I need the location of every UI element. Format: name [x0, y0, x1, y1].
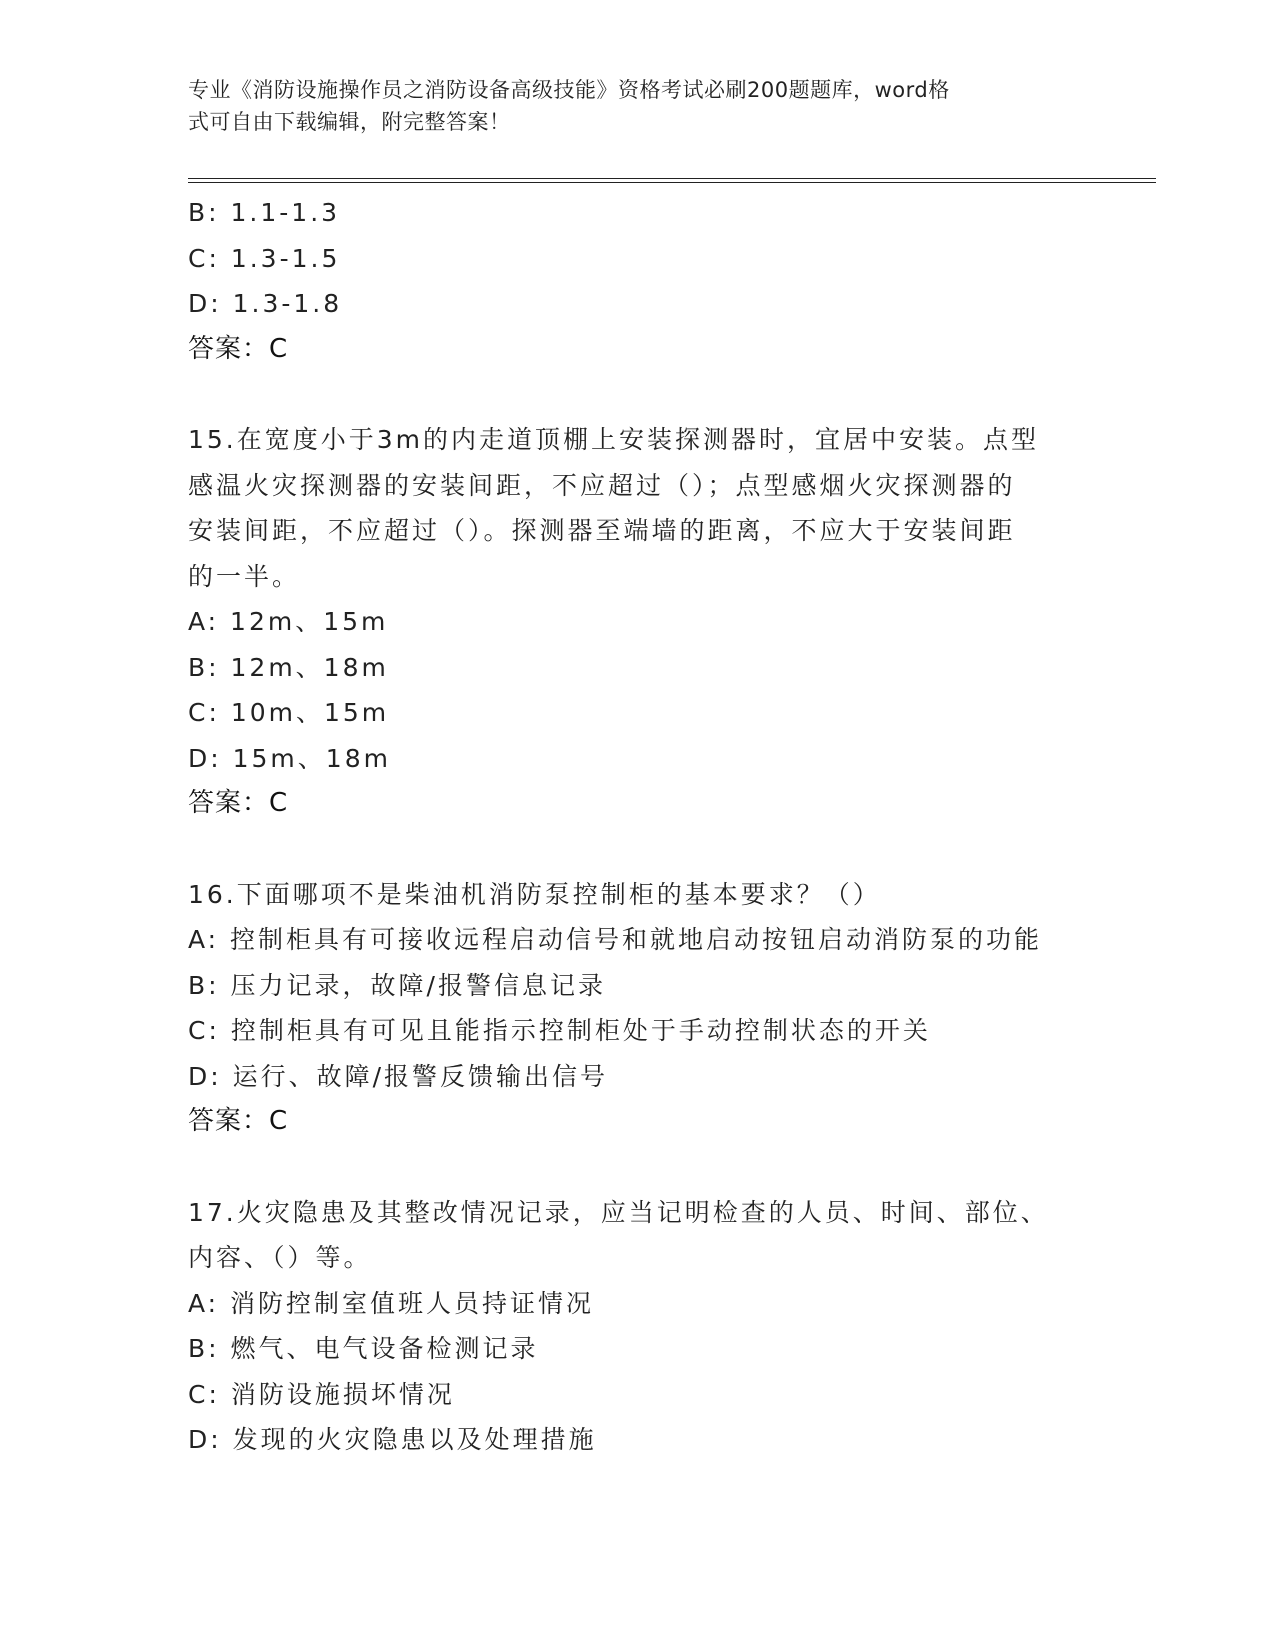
option-c: C: 控制柜具有可见且能指示控制柜处于手动控制状态的开关 [188, 1016, 931, 1045]
option-c: C: 消防设施损坏情况 [188, 1379, 455, 1409]
option-b: B: 燃气、电气设备检测记录 [188, 1334, 539, 1363]
question-stem-line: 17.火灾隐患及其整改情况记录，应当记明检查的人员、时间、部位、 [188, 1197, 1049, 1227]
question-16 [188, 872, 1088, 1145]
question-stem-line: 安装间距，不应超过（）。探测器至端墙的距离，不应大于安装间距 [188, 516, 1016, 545]
question-spacer [188, 827, 1088, 872]
answer-text: 答案：C [188, 333, 289, 364]
answer-text: 答案：C [188, 788, 289, 818]
question-stem: 16.下面哪项不是柴油机消防泵控制柜的基本要求？（） [188, 879, 881, 909]
option-c: C: 10m、15m [188, 698, 390, 727]
question-list [188, 190, 1088, 1463]
option-b: B: 压力记录，故障/报警信息记录 [188, 970, 606, 1000]
document-header [188, 74, 1068, 138]
question-14-tail [188, 190, 1088, 372]
option-a: A: 12m、15m [188, 607, 389, 636]
question-stem-line: 内容、（）等。 [188, 1243, 372, 1272]
option-a: A: 控制柜具有可接收远程启动信号和就地启动按钮启动消防泵的功能 [188, 925, 1043, 954]
option-d: D: 15m、18m [188, 743, 391, 773]
option-d: D: 运行、故障/报警反馈输出信号 [188, 1061, 609, 1091]
option-c: C: 1.3-1.5 [188, 243, 341, 273]
question-15 [188, 417, 1088, 827]
question-spacer [188, 1145, 1088, 1190]
header-double-rule [188, 178, 1156, 183]
header-title-line-1: 专业《消防设施操作员之消防设备高级技能》资格考试必刷200题题库，word格 [188, 78, 950, 102]
answer-text: 答案：C [188, 1106, 289, 1136]
option-d: D: 发现的火灾隐患以及处理措施 [188, 1425, 597, 1454]
header-title-line-2: 式可自由下载编辑，附完整答案！ [188, 110, 511, 134]
question-stem-line: 的一半。 [188, 561, 301, 591]
option-b: B: 12m、18m [188, 652, 389, 682]
question-stem-line: 感温火灾探测器的安装间距，不应超过（）；点型感烟火灾探测器的 [188, 470, 1016, 500]
question-17 [188, 1190, 1088, 1463]
question-stem-line: 15.在宽度小于3m的内走道顶棚上安装探测器时，宜居中安装。点型 [188, 425, 1040, 454]
option-a: A: 消防控制室值班人员持证情况 [188, 1288, 595, 1318]
option-b: B: 1.1-1.3 [188, 198, 341, 227]
question-spacer [188, 372, 1088, 417]
option-d: D: 1.3-1.8 [188, 289, 343, 318]
